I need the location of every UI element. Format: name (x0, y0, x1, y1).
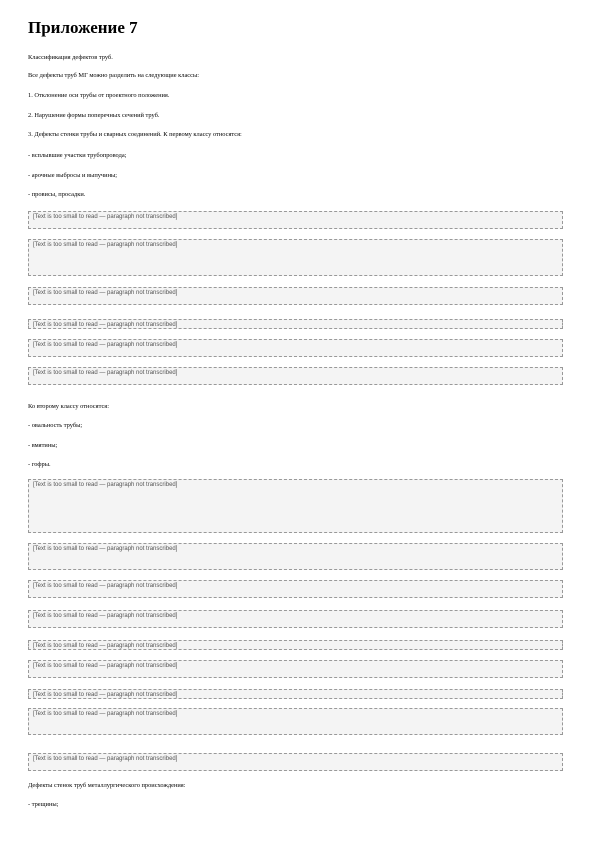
paragraph (28, 403, 563, 411)
paragraph (28, 54, 563, 62)
unreadable-paragraph: [Text is too small to read — paragraph not transcribed] (28, 339, 563, 357)
paragraph (28, 442, 563, 450)
unreadable-paragraph: [Text is too small to read — paragraph not transcribed] (28, 543, 563, 570)
text-line: - трещины; (28, 801, 59, 808)
text-line: - провисы, просадки. (28, 191, 86, 198)
paragraph (28, 422, 563, 430)
paragraph (28, 172, 563, 180)
text-line: - гофры. (28, 461, 51, 468)
page-title: Приложение 7 (28, 18, 138, 37)
text-line: 1. Отклонение оси трубы от проектного положения. (28, 92, 170, 99)
paragraph (28, 152, 563, 160)
unreadable-paragraph: [Text is too small to read — paragraph not transcribed] (28, 689, 563, 699)
unreadable-paragraph: [Text is too small to read — paragraph not transcribed] (28, 580, 563, 598)
unreadable-paragraph: [Text is too small to read — paragraph not transcribed] (28, 211, 563, 229)
paragraph (28, 92, 563, 100)
text-line: Дефекты стенок труб металлургического происхождения: (28, 782, 186, 789)
text-line: 3. Дефекты стенки трубы и сварных соединений. К первому классу относятся: (28, 131, 242, 138)
paragraph (28, 72, 563, 80)
unreadable-paragraph: [Text is too small to read — paragraph not transcribed] (28, 479, 563, 533)
paragraph (28, 461, 563, 469)
text-line: 2. Нарушение формы поперечных сечений труб. (28, 112, 160, 119)
text-line: Классификация дефектов труб. (28, 54, 113, 61)
paragraph (28, 131, 563, 139)
paragraph (28, 191, 563, 199)
paragraph (28, 782, 563, 790)
text-line: - всплывшие участки трубопровода; (28, 152, 127, 159)
text-line: - вмятины; (28, 442, 58, 449)
unreadable-paragraph: [Text is too small to read — paragraph not transcribed] (28, 319, 563, 329)
unreadable-paragraph: [Text is too small to read — paragraph not transcribed] (28, 367, 563, 385)
unreadable-paragraph: [Text is too small to read — paragraph not transcribed] (28, 287, 563, 305)
paragraph (28, 801, 563, 809)
text-line: - овальность трубы; (28, 422, 83, 429)
paragraph (28, 112, 563, 120)
text-line: Ко второму классу относятся: (28, 403, 109, 410)
text-line: - арочные выбросы и выпучины; (28, 172, 118, 179)
unreadable-paragraph: [Text is too small to read — paragraph not transcribed] (28, 640, 563, 650)
unreadable-paragraph: [Text is too small to read — paragraph not transcribed] (28, 660, 563, 678)
text-line: Все дефекты труб МГ можно разделить на следующие классы: (28, 72, 200, 79)
unreadable-paragraph: [Text is too small to read — paragraph not transcribed] (28, 708, 563, 735)
unreadable-paragraph: [Text is too small to read — paragraph not transcribed] (28, 610, 563, 628)
unreadable-paragraph: [Text is too small to read — paragraph not transcribed] (28, 239, 563, 276)
unreadable-paragraph: [Text is too small to read — paragraph not transcribed] (28, 753, 563, 771)
